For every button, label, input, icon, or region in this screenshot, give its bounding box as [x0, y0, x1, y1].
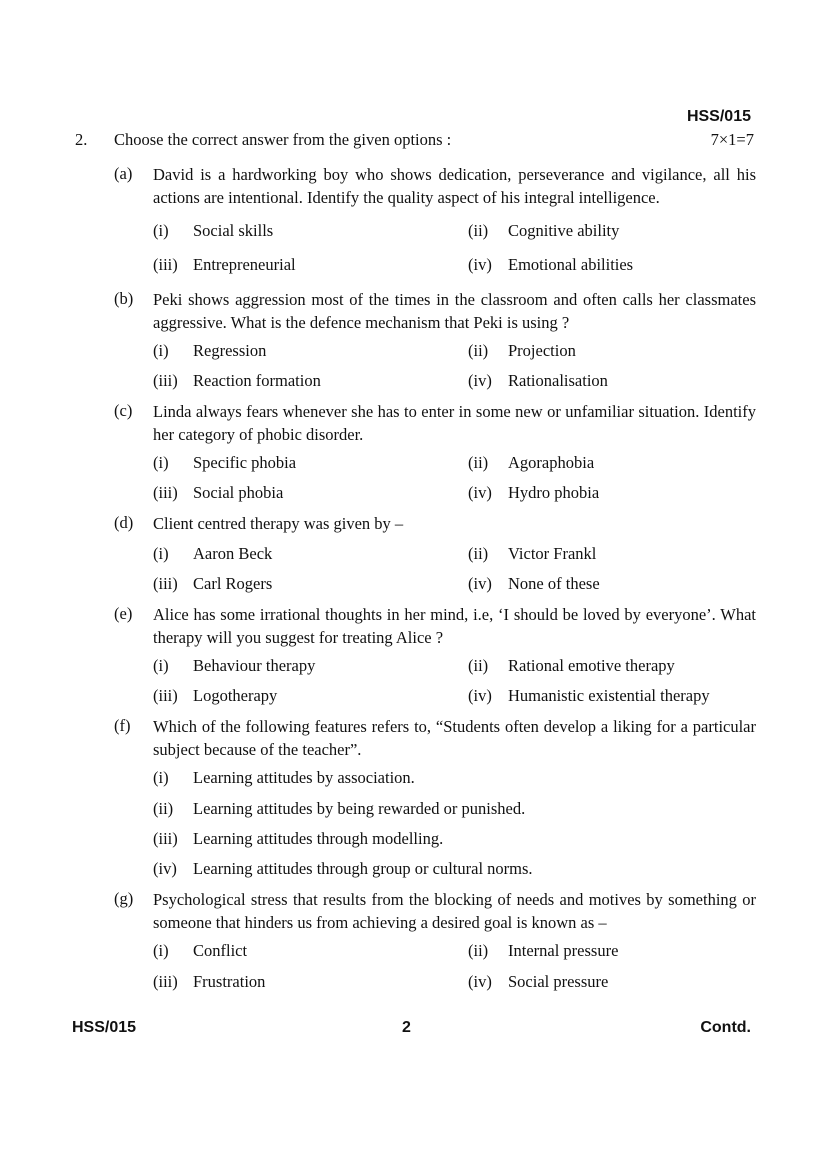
option-numeral: (i)	[153, 341, 169, 360]
option-text: Carl Rogers	[193, 574, 273, 593]
option-text: Entrepreneurial	[193, 255, 296, 274]
option-text: Cognitive ability	[508, 221, 620, 240]
item-stem: David is a hardworking boy who shows dedication, perseverance and vigilance, all his actions are intentional. Identify the quality aspect of his integral intelligence.	[153, 165, 756, 207]
option-text: Social phobia	[193, 483, 284, 502]
option-numeral: (iv)	[468, 371, 492, 390]
option-text: Learning attitudes through modelling.	[193, 829, 444, 848]
item-label: (c)	[114, 401, 133, 420]
item-stem: Peki shows aggression most of the times in the classroom and often calls her classmates aggressive. What is the defence mechanism that Peki is using ?	[153, 290, 756, 332]
option-text: Conflict	[193, 941, 248, 960]
question-instruction: Choose the correct answer from the given options :	[114, 130, 452, 149]
option-text: Regression	[193, 341, 267, 360]
option-text: Social pressure	[508, 972, 609, 991]
question-number: 2.	[75, 130, 88, 149]
item-label: (b)	[114, 289, 134, 308]
option-text: Aaron Beck	[193, 544, 273, 563]
option-numeral: (ii)	[468, 221, 489, 240]
option-text: Learning attitudes by association.	[193, 768, 415, 787]
contd-label: Contd.	[700, 1019, 751, 1036]
option-text: Victor Frankl	[508, 544, 597, 563]
option-numeral: (iii)	[153, 829, 178, 848]
item-stem: Psychological stress that results from the blocking of needs and motives by something or someone that hinders us from achieving a desired goal is known as –	[153, 890, 756, 932]
option-numeral: (ii)	[153, 799, 174, 818]
option-text: Emotional abilities	[508, 255, 634, 274]
page-number: 2	[402, 1019, 411, 1036]
option-numeral: (i)	[153, 768, 169, 787]
footer-code: HSS/015	[72, 1019, 137, 1036]
item-label: (e)	[114, 604, 133, 623]
option-numeral: (i)	[153, 656, 169, 675]
option-numeral: (ii)	[468, 544, 489, 563]
option-text: Logotherapy	[193, 686, 278, 705]
option-numeral: (ii)	[468, 341, 489, 360]
option-numeral: (iv)	[468, 255, 492, 274]
option-numeral: (iii)	[153, 686, 178, 705]
option-text: Agoraphobia	[508, 453, 595, 472]
option-text: Learning attitudes by being rewarded or punished.	[193, 799, 526, 818]
item-stem: Linda always fears whenever she has to enter in some new or unfamiliar situation. Identify her category of phobic disorder.	[153, 402, 756, 444]
option-numeral: (iii)	[153, 574, 178, 593]
item-stem: Alice has some irrational thoughts in her mind, i.e, ‘I should be loved by everyone’. What therapy will you suggest for treating Alice ?	[153, 605, 756, 647]
option-numeral: (iii)	[153, 483, 178, 502]
option-text: Social skills	[193, 221, 274, 240]
option-text: Specific phobia	[193, 453, 297, 472]
option-text: Reaction formation	[193, 371, 321, 390]
option-text: Behaviour therapy	[193, 656, 316, 675]
option-numeral: (iv)	[468, 972, 492, 991]
option-numeral: (i)	[153, 221, 169, 240]
option-text: None of these	[508, 574, 600, 593]
option-numeral: (iii)	[153, 255, 178, 274]
header-code: HSS/015	[686, 108, 751, 125]
option-text: Rationalisation	[508, 371, 608, 390]
option-numeral: (iv)	[468, 483, 492, 502]
option-text: Humanistic existential therapy	[508, 686, 710, 705]
option-numeral: (i)	[153, 453, 169, 472]
item-label: (d)	[114, 513, 134, 532]
option-numeral: (iii)	[153, 371, 178, 390]
option-text: Rational emotive therapy	[508, 656, 675, 675]
option-numeral: (ii)	[468, 656, 489, 675]
item-label: (g)	[114, 889, 134, 908]
option-numeral: (ii)	[468, 941, 489, 960]
option-numeral: (iv)	[468, 686, 492, 705]
option-numeral: (ii)	[468, 453, 489, 472]
item-label: (f)	[114, 716, 131, 735]
option-numeral: (iv)	[153, 859, 177, 878]
option-numeral: (iv)	[468, 574, 492, 593]
option-text: Hydro phobia	[508, 483, 600, 502]
option-numeral: (i)	[153, 544, 169, 563]
option-text: Frustration	[193, 972, 266, 991]
option-text: Internal pressure	[508, 941, 619, 960]
question-marks: 7×1=7	[710, 130, 754, 149]
item-label: (a)	[114, 164, 133, 183]
option-numeral: (iii)	[153, 972, 178, 991]
item-stem: Which of the following features refers to, “Students often develop a liking for a particular subject because of the teacher”.	[153, 717, 756, 759]
option-text: Projection	[508, 341, 576, 360]
option-numeral: (i)	[153, 941, 169, 960]
option-text: Learning attitudes through group or cultural norms.	[193, 859, 533, 878]
item-stem: Client centred therapy was given by –	[153, 514, 404, 533]
